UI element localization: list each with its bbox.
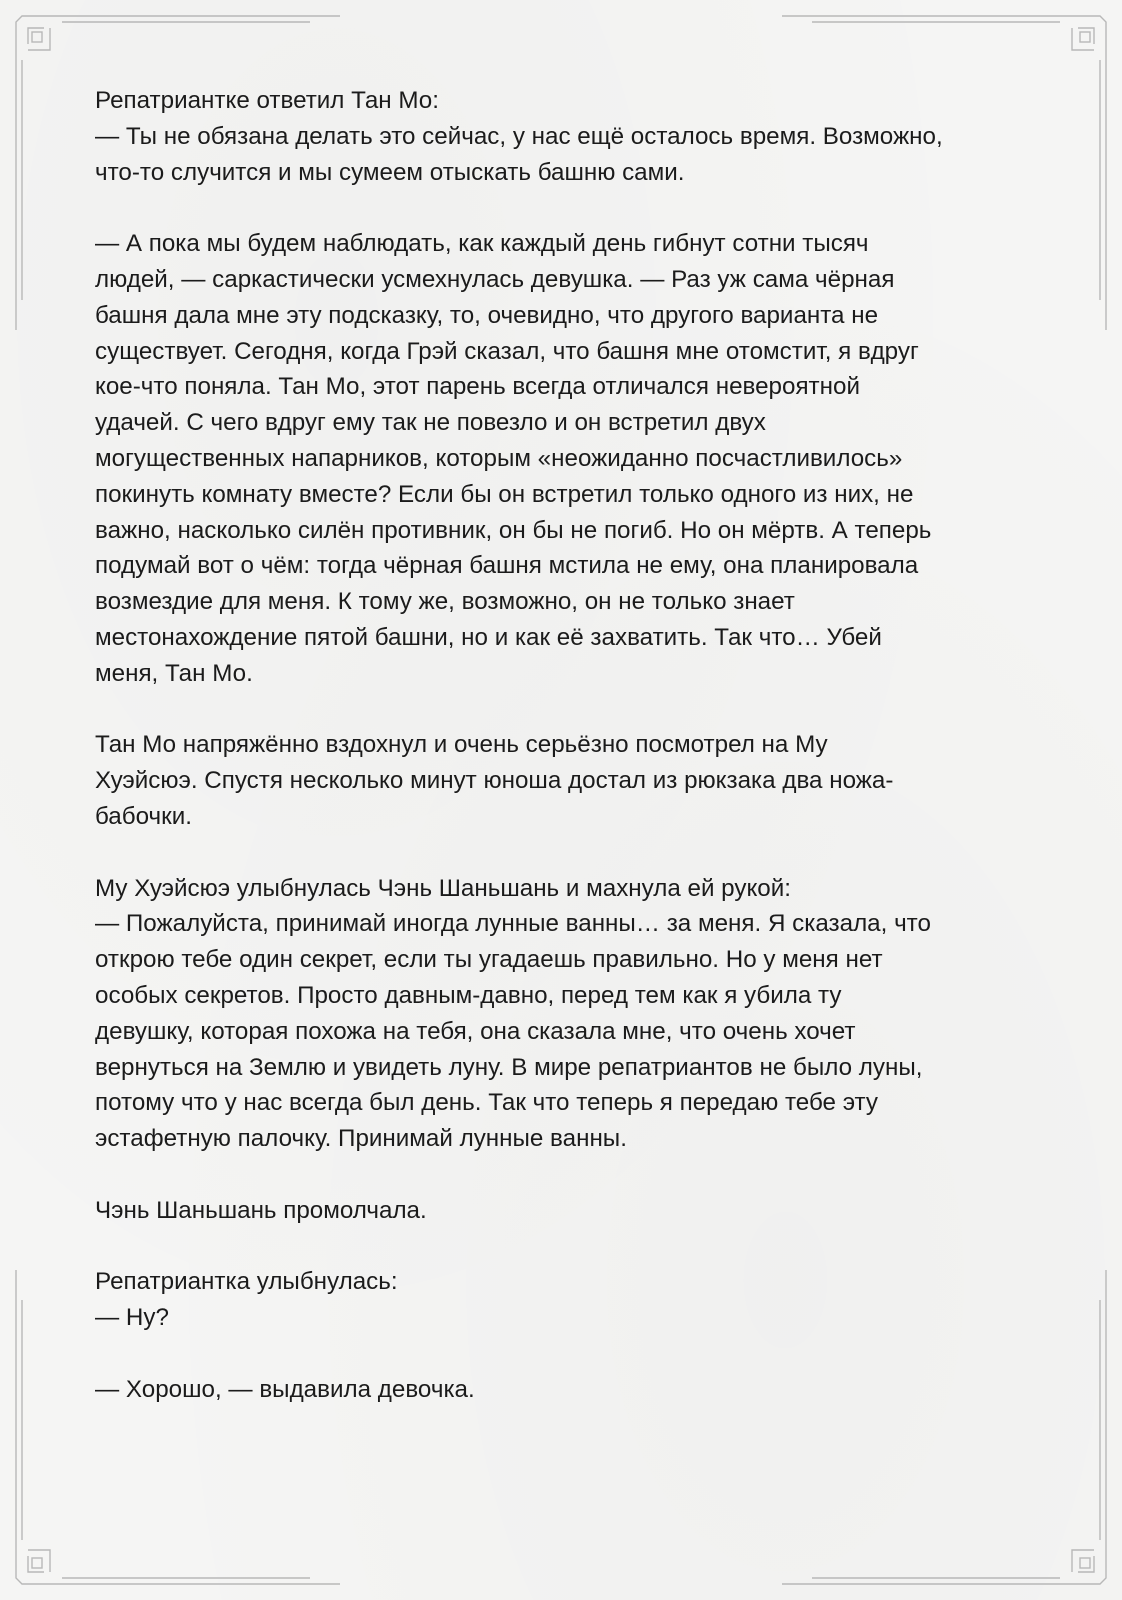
paragraph-spacer bbox=[95, 1336, 1035, 1372]
text-line: существует. Сегодня, когда Грэй сказал, что башня мне отомстит, я вдруг bbox=[95, 337, 919, 365]
text-line: подумай вот о чём: тогда чёрная башня мстила не ему, она планировала bbox=[95, 552, 919, 580]
text-line: что-то случится и мы сумеем отыскать башню сами. bbox=[95, 158, 685, 186]
text-line: открою тебе один секрет, если ты угадаешь правильно. Но у меня нет bbox=[95, 946, 883, 974]
text-line: местонахождение пятой башни, но и как её захватить. Так что… Убей bbox=[95, 623, 882, 651]
text-line: — А пока мы будем наблюдать, как каждый день гибнут сотни тысяч bbox=[95, 230, 869, 258]
text-line: особых секретов. Просто давным-давно, перед тем как я убила ту bbox=[95, 981, 842, 1009]
text-line: Репатриантке ответил Тан Мо: bbox=[95, 87, 439, 114]
text-line: покинуть комнату вместе? Если бы он встретил только одного из них, не bbox=[95, 480, 914, 508]
text-line: потому что у нас всегда был день. Так что теперь я передаю тебе эту bbox=[95, 1089, 878, 1117]
text-line: башня дала мне эту подсказку, то, очевидно, что другого варианта не bbox=[95, 301, 879, 329]
text-line: могущественных напарников, которым «неожиданно посчастливилось» bbox=[95, 444, 903, 472]
paragraph-spacer bbox=[95, 190, 1035, 226]
text-line: — Пожалуйста, принимай иногда лунные ванны… за меня. Я сказала, что bbox=[95, 910, 931, 938]
paragraph bbox=[95, 83, 1035, 190]
text-line: кое-что поняла. Тан Мо, этот парень всегда отличался невероятной bbox=[95, 373, 860, 401]
paragraph bbox=[95, 1193, 1035, 1229]
paragraph-spacer bbox=[95, 692, 1035, 728]
text-line: — Ну? bbox=[95, 1304, 169, 1332]
document-body bbox=[95, 83, 1035, 1407]
paragraph bbox=[95, 226, 1035, 691]
text-line: Му Хуэйсюэ улыбнулась Чэнь Шаньшань и махнула ей рукой: bbox=[95, 874, 791, 902]
text-line: девушку, которая похожа на тебя, она сказала мне, что очень хочет bbox=[95, 1017, 856, 1045]
text-line: Хуэйсюэ. Спустя несколько минут юноша достал из рюкзака два ножа- bbox=[95, 767, 894, 795]
text-line: — Хорошо, — выдавила девочка. bbox=[95, 1375, 475, 1403]
text-line: Тан Мо напряжённо вздохнул и очень серьёзно посмотрел на Му bbox=[95, 731, 828, 759]
paragraph bbox=[95, 871, 1035, 1157]
text-line: Репатриантка улыбнулась: bbox=[95, 1268, 398, 1296]
text-line: меня, Тан Мо. bbox=[95, 659, 253, 687]
paragraph-spacer bbox=[95, 1157, 1035, 1193]
text-line: бабочки. bbox=[95, 802, 192, 830]
text-line: — Ты не обязана делать это сейчас, у нас ещё осталось время. Возможно, bbox=[95, 122, 943, 150]
text-line: Чэнь Шаньшань промолчала. bbox=[95, 1196, 427, 1224]
paragraph bbox=[95, 1372, 1035, 1408]
paragraph bbox=[95, 727, 1035, 834]
text-line: возмездие для меня. К тому же, возможно, он не только знает bbox=[95, 588, 795, 616]
paragraph-spacer bbox=[95, 1229, 1035, 1265]
paragraph-spacer bbox=[95, 835, 1035, 871]
paragraph bbox=[95, 1264, 1035, 1336]
text-line: людей, — саркастически усмехнулась девушка. — Раз уж сама чёрная bbox=[95, 265, 895, 293]
text-line: важно, насколько силён противник, он бы не погиб. Но он мёртв. А теперь bbox=[95, 516, 932, 544]
text-line: удачей. С чего вдруг ему так не повезло и он встретил двух bbox=[95, 409, 766, 437]
text-line: эстафетную палочку. Принимай лунные ванны. bbox=[95, 1125, 627, 1153]
text-line: вернуться на Землю и увидеть луну. В мире репатриантов не было луны, bbox=[95, 1053, 923, 1081]
